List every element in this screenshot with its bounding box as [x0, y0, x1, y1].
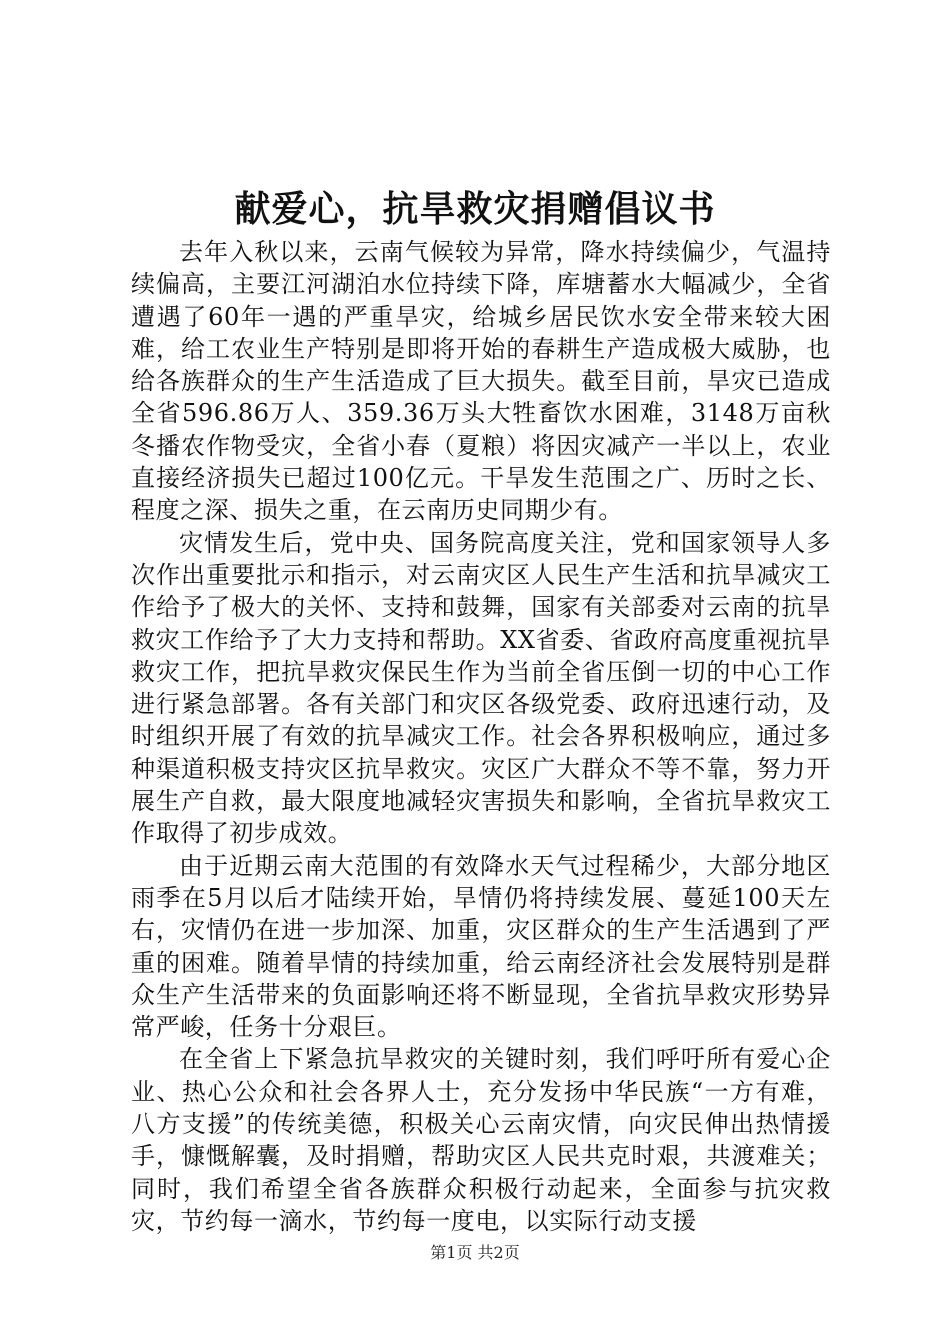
document-body	[131, 236, 831, 1237]
paragraph-2: 灾情发生后，党中央、国务院高度关注，党和国家领导人多次作出重要批示和指示，对云南灾区人民生产生活和抗旱减灾工作给予了极大的关怀、支持和鼓舞，国家有关部委对云南的抗旱救灾工作给予了大力支持和帮助。XX省委、省政府高度重视抗旱救灾工作，把抗旱救灾保民生作为当前全省压倒一切的中心工作进行紧急部署。各有关部门和灾区各级党委、政府迅速行动，及时组织开展了有效的抗旱减灾工作。社会各界积极响应，通过多种渠道积极支持灾区抗旱救灾。灾区广大群众不等不靠，努力开展生产自救，最大限度地减轻灾害损失和影响，全省抗旱救灾工作取得了初步成效。	[131, 528, 831, 848]
paragraph-1: 去年入秋以来，云南气候较为异常，降水持续偏少，气温持续偏高，主要江河湖泊水位持续下降，库塘蓄水大幅减少，全省遭遇了60年一遇的严重旱灾，给城乡居民饮水安全带来较大困难，给工农业生产特别是即将开始的春耕生产造成极大威胁，也给各族群众的生产生活造成了巨大损失。截至目前，旱灾已造成全省596.86万人、359.36万头大牲畜饮水困难，3148万亩秋冬播农作物受灾，全省小春（夏粮）将因灾减产一半以上，农业直接经济损失已超过100亿元。干旱发生范围之广、历时之长、程度之深、损失之重，在云南历史同期少有。	[131, 238, 831, 525]
paragraph-3: 由于近期云南大范围的有效降水天气过程稀少，大部分地区雨季在5月以后才陆续开始，旱情仍将持续发展、蔓延100天左右，灾情仍在进一步加深、加重，灾区群众的生产生活遇到了严重的困难。随着旱情的持续加重，给云南经济社会发展特别是群众生产生活带来的负面影响还将不断显现，全省抗旱救灾形势异常严峻，任务十分艰巨。	[131, 851, 831, 1042]
document-title: 献爱心，抗旱救灾捐赠倡议书	[234, 188, 716, 230]
page-number-footer: 第1页 共2页	[430, 1243, 520, 1262]
paragraph-4: 在全省上下紧急抗旱救灾的关键时刻，我们呼吁所有爱心企业、热心公众和社会各界人士，充分发扬中华民族“一方有难，八方支援”的传统美德，积极关心云南灾情，向灾民伸出热情援手，慷慨解囊，及时捐赠，帮助灾区人民共克时艰，共渡难关；同时，我们希望全省各族群众积极行动起来，全面参与抗灾救灾，节约每一滴水，节约每一度电，以实际行动支援	[131, 1045, 831, 1235]
